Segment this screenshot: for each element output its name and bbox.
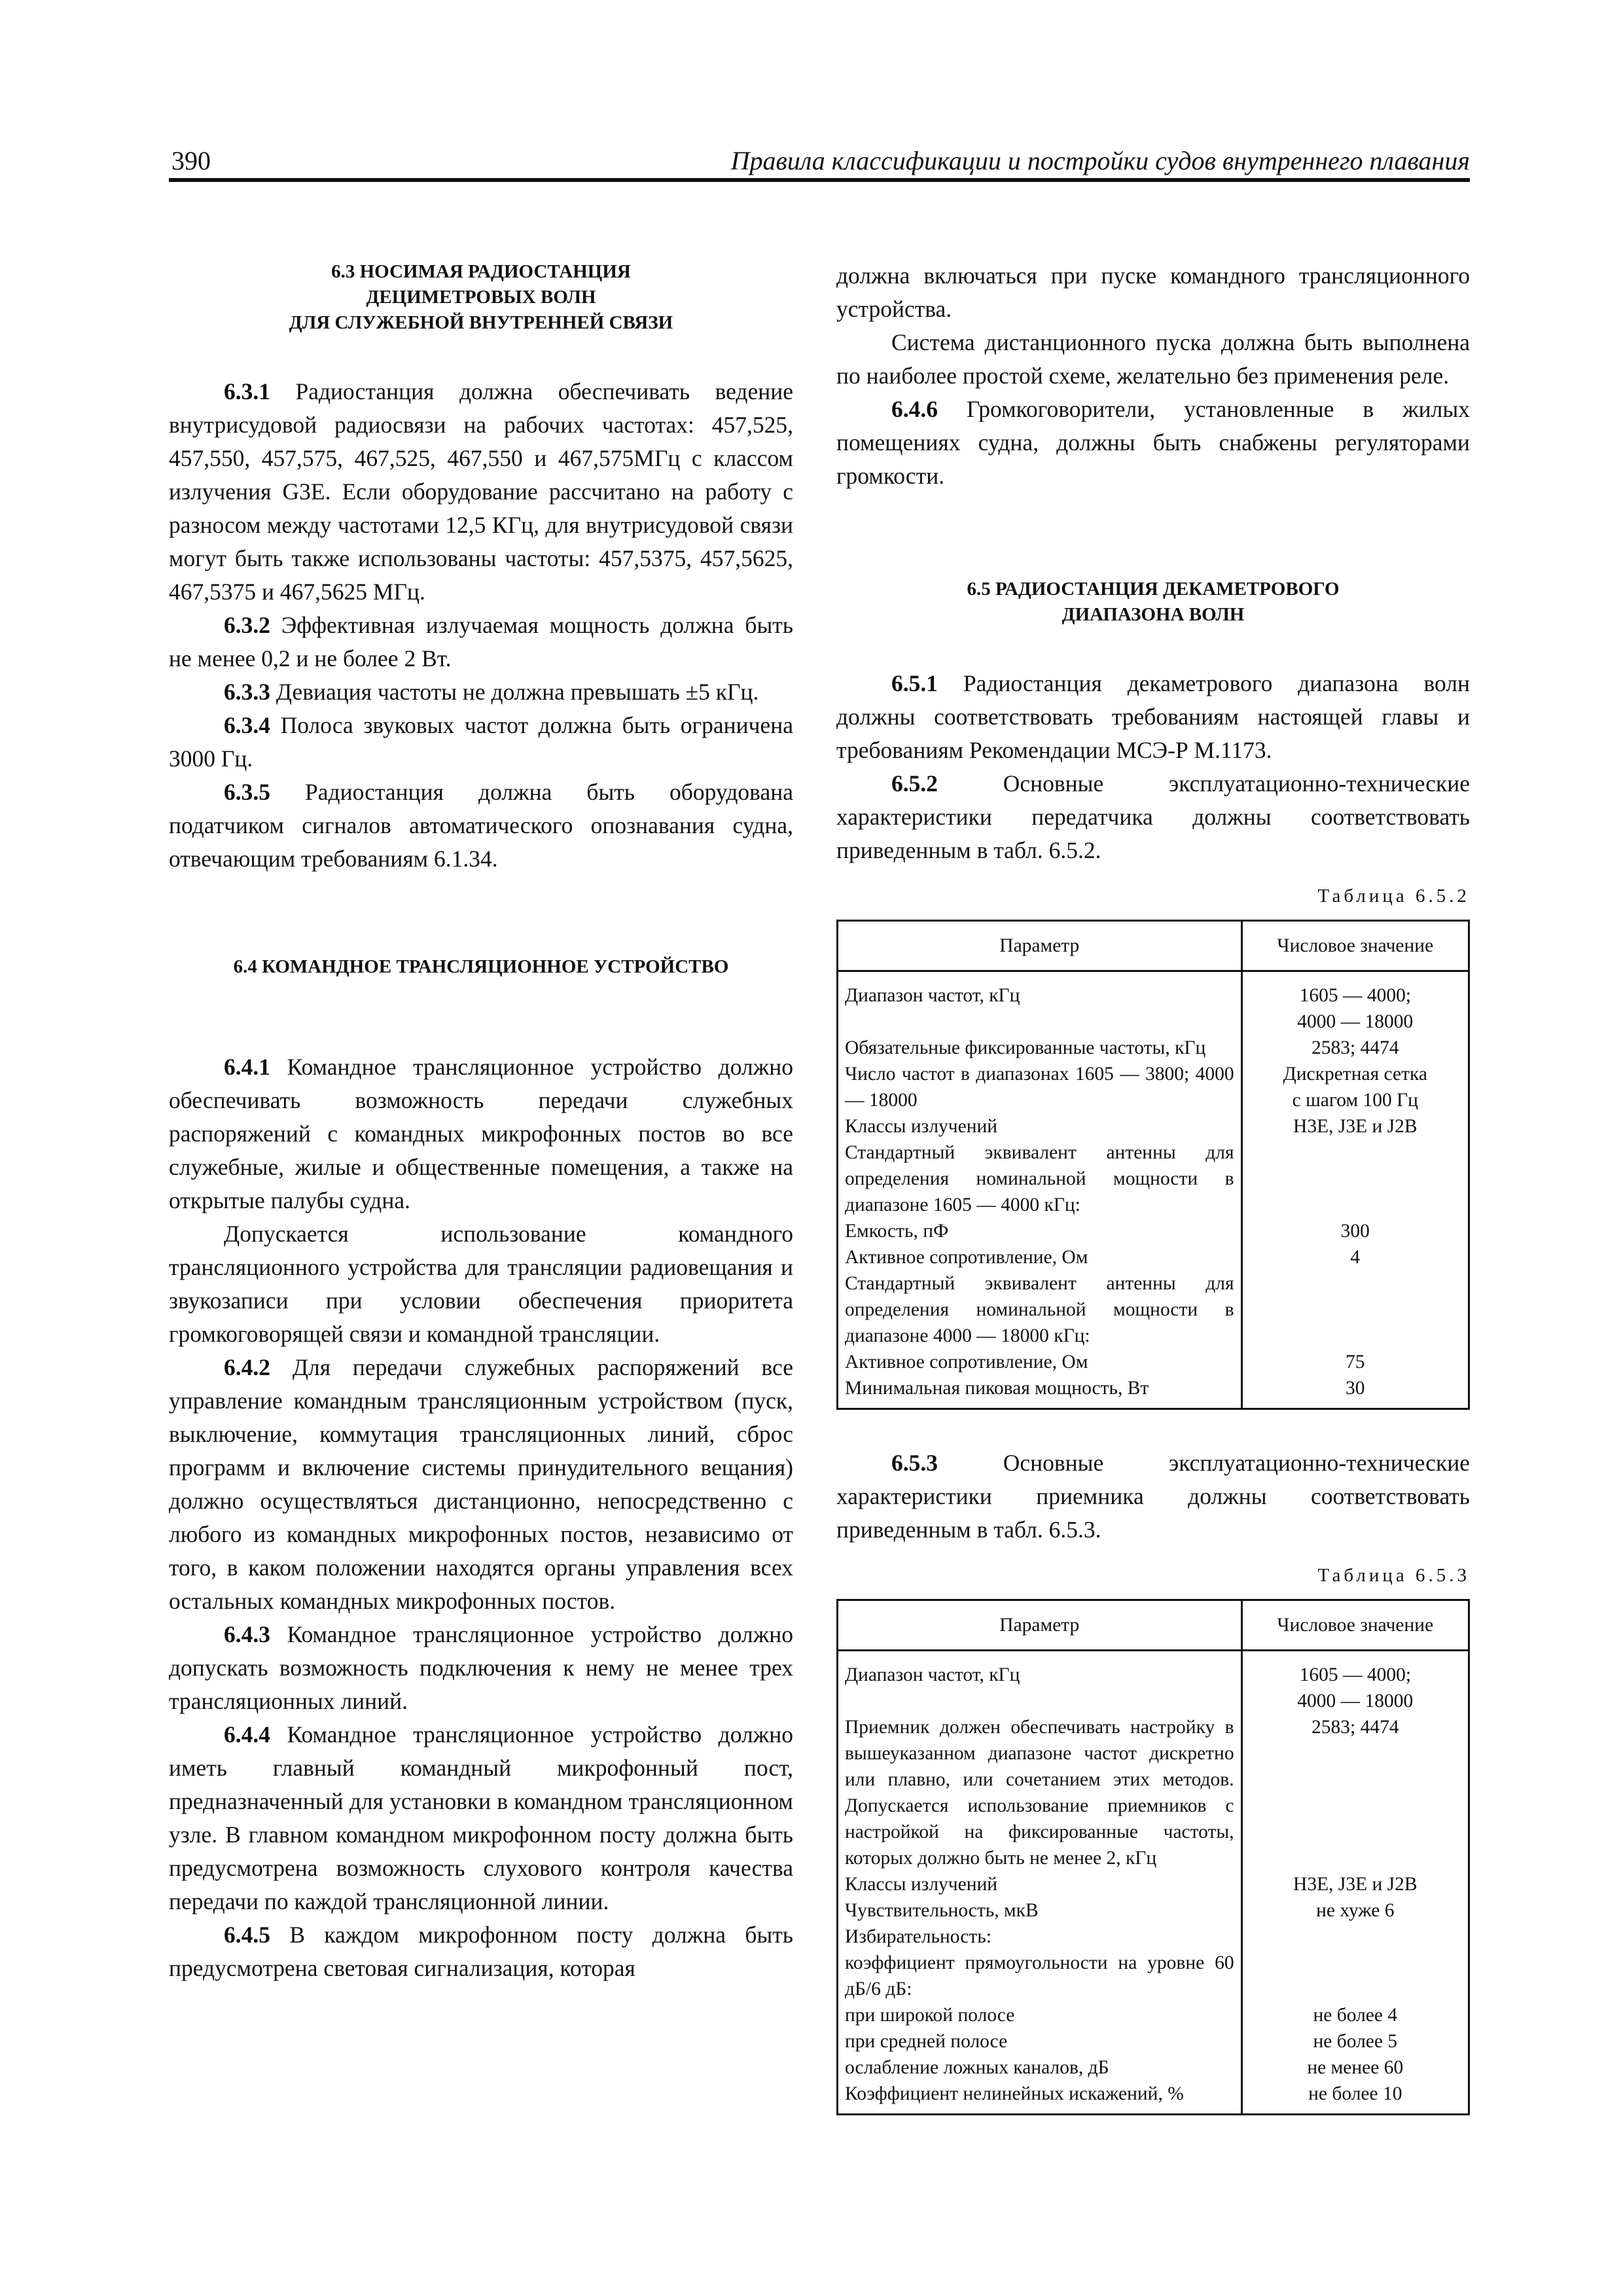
table-row (838, 1897, 1469, 1924)
parameter-cell: Диапазон частот, кГц (845, 985, 1020, 1006)
value-cell: не более 4 (1241, 2002, 1469, 2028)
paragraph-6-5-1: 6.5.1 Радиостанция декаметрового диапазона волн должны соответствовать требованиям настоящей главы и требованиям Рекомендации МСЭ-Р М.1173. (836, 670, 1470, 763)
value-cell: 75 (1241, 1349, 1469, 1375)
value-cell (1241, 1139, 1469, 1218)
table-6-5-2 (836, 920, 1470, 1410)
value-cell: 2583; 4474 (1241, 1035, 1469, 1061)
parameter-cell: при средней полосе (845, 2031, 1008, 2052)
table-6-5-2-body (838, 971, 1469, 1409)
parameter-cell: Чувствительность, мкВ (845, 1900, 1039, 1921)
parameter-cell: Диапазон частот, кГц (845, 1664, 1020, 1685)
parameter-cell: Классы излучений (845, 1874, 998, 1895)
table-header-row (838, 921, 1469, 971)
section-6-3-title: 6.3 НОСИМАЯ РАДИОСТАНЦИЯ ДЕЦИМЕТРОВЫХ ВОЛН ДЛЯ СЛУЖЕБНОЙ ВНУТРЕННЕЙ СВЯЗИ (289, 261, 673, 333)
parameter-cell: Минимальная пиковая мощность, Вт (845, 1378, 1149, 1399)
paragraph-6-3-3: 6.3.3 Девиация частоты не должна превышать ±5 кГц. (224, 679, 759, 705)
table-row (838, 1375, 1469, 1409)
column-header-parameter: Параметр (838, 921, 1242, 971)
value-cell: 4 (1241, 1244, 1469, 1270)
value-cell (1241, 1950, 1469, 2002)
parameter-cell: при широкой полосе (845, 2005, 1015, 2026)
paragraph-6-4-1b: Допускается использование командного трансляционного устройства для трансляции радиовещания и звукозаписи при условии обеспечения приоритета громкоговорящей связи и командной трансляции. (169, 1221, 793, 1347)
table-6-5-3 (836, 1599, 1470, 2115)
table-row (838, 971, 1469, 1035)
table-row (838, 1244, 1469, 1270)
paragraph-6-4-5-continued: должна включаться при пуске командного трансляционного устройства. (836, 262, 1470, 322)
paragraph-6-4-3: 6.4.3 Командное трансляционное устройство должно допускать возможность подключения к нему не менее трех трансляционных линий. (169, 1621, 793, 1714)
parameter-cell: Активное сопротивление, Ом (845, 1352, 1088, 1372)
parameter-cell: Стандартный эквивалент антенны для определения номинальной мощности в диапазоне 1605 — 4000 кГц: (845, 1142, 1234, 1215)
table-6-5-3-body (838, 1651, 1469, 2115)
table-row (838, 1270, 1469, 1349)
table-header-row (838, 1600, 1469, 1651)
parameter-cell: Активное сопротивление, Ом (845, 1247, 1088, 1268)
parameter-cell: Обязательные фиксированные частоты, кГц (845, 1037, 1206, 1058)
table-row (838, 1714, 1469, 1871)
table-row (838, 1139, 1469, 1218)
parameter-cell: Избирательность: (845, 1926, 991, 1947)
value-cell: 1605 — 4000; 4000 — 18000 (1241, 1651, 1469, 1715)
paragraph-6-4-5b: Система дистанционного пуска должна быть выполнена по наиболее простой схеме, желательно без применения реле. (836, 329, 1470, 389)
table-row (838, 1924, 1469, 1950)
paragraph-6-3-5: 6.3.5 Радиостанция должна быть оборудована податчиком сигналов автоматического опознавания судна, отвечающим требованиям 6.1.34. (169, 779, 793, 872)
value-cell: не более 5 (1241, 2028, 1469, 2054)
table-row (838, 1871, 1469, 1897)
table-row (838, 1061, 1469, 1113)
parameter-cell: Приемник должен обеспечивать настройку в вышеуказанном диапазоне частот дискретно или плавно, или сочетанием этих методов. Допускается использование приемников с настройкой на фиксированные частоты, которых должно быть не менее 2, кГц (845, 1717, 1234, 1869)
value-cell: 1605 — 4000; 4000 — 18000 (1241, 971, 1469, 1035)
left-column (169, 259, 793, 1985)
paragraph-6-3-1: 6.3.1 Радиостанция должна обеспечивать ведение внутрисудовой радиосвязи на рабочих частотах: 457,525, 457,550, 457,575, 467,525, 467,550 и 467,575МГц с классом излучения G3E. Если оборудование рассчитано на работу с разносом между частотами 12,5 КГц, для внутрисудовой связи могут быть также использованы частоты: 457,5375, 457,5625, 467,5375 и 467,5625 МГц. (169, 378, 793, 605)
value-cell: H3E, J3E и J2B (1241, 1113, 1469, 1139)
table-row (838, 2002, 1469, 2028)
table-row (838, 2054, 1469, 2081)
column-header-value: Числовое значение (1241, 921, 1469, 971)
value-cell: 300 (1241, 1218, 1469, 1244)
paragraph-6-5-2: 6.5.2 Основные эксплуатационно-технические характеристики передатчика должны соответствовать приведенным в табл. 6.5.2. (836, 770, 1470, 863)
parameter-cell: Число частот в диапазонах 1605 — 3800; 4000 — 18000 (845, 1064, 1234, 1111)
value-cell: H3E, J3E и J2B (1241, 1871, 1469, 1897)
paragraph-6-4-6: 6.4.6 Громкоговорители, установленные в жилых помещениях судна, должны быть снабжены регуляторами громкости. (836, 396, 1470, 489)
table-row (838, 1218, 1469, 1244)
table-row (838, 1113, 1469, 1139)
parameter-cell: Емкость, пФ (845, 1221, 949, 1242)
table-6-5-2-caption: Таблица 6.5.2 (1317, 886, 1470, 906)
value-cell: не более 10 (1241, 2081, 1469, 2115)
value-cell: Дискретная сетка с шагом 100 Гц (1241, 1061, 1469, 1113)
paragraph-6-4-4: 6.4.4 Командное трансляционное устройство должно иметь главный командный микрофонный пост, предназначенный для установки в командном трансляционном узле. В главном командном микрофонном посту должна быть предусмотрена возможность слухового контроля качества передачи по каждой трансляционной линии. (169, 1721, 793, 1914)
right-column (836, 259, 1470, 2115)
parameter-cell: Коэффициент нелинейных искажений, % (845, 2083, 1184, 2104)
section-6-4-title: 6.4 КОМАНДНОЕ ТРАНСЛЯЦИОННОЕ УСТРОЙСТВО (233, 956, 729, 977)
parameter-cell: коэффициент прямоугольности на уровне 60 дБ/6 дБ: (845, 1952, 1234, 2000)
table-6-5-3-caption: Таблица 6.5.3 (1317, 1565, 1470, 1586)
paragraph-6-3-4: 6.3.4 Полоса звуковых частот должна быть ограничена 3000 Гц. (169, 712, 793, 772)
column-header-value: Числовое значение (1241, 1600, 1469, 1651)
table-row (838, 2081, 1469, 2115)
paragraph-6-3-2: 6.3.2 Эффективная излучаемая мощность должна быть не менее 0,2 и не более 2 Вт. (169, 612, 793, 672)
value-cell: 30 (1241, 1375, 1469, 1409)
value-cell: не менее 60 (1241, 2054, 1469, 2081)
table-row (838, 1035, 1469, 1061)
value-cell: 2583; 4474 (1241, 1714, 1469, 1871)
running-header (169, 145, 1470, 182)
page-number: 390 (171, 146, 211, 175)
column-header-parameter: Параметр (838, 1600, 1242, 1651)
value-cell: не хуже 6 (1241, 1897, 1469, 1924)
paragraph-6-4-5: 6.4.5 В каждом микрофонном посту должна быть предусмотрена световая сигнализация, которая (169, 1922, 793, 1981)
parameter-cell: ослабление ложных каналов, дБ (845, 2057, 1109, 2078)
value-cell (1241, 1924, 1469, 1950)
paragraph-6-4-1: 6.4.1 Командное трансляционное устройство должно обеспечивать возможность передачи служебных распоряжений с командных микрофонных постов во все служебные, жилые и общественные помещения, а также на открытые палубы судна. (169, 1054, 793, 1213)
paragraph-6-4-2: 6.4.2 Для передачи служебных распоряжений все управление командным трансляционным устройством (пуск, выключение, коммутация трансляционных линий, сброс программ и включение системы принудительного вещания) должно осуществляться дистанционно, непосредственно с любого из командных микрофонных постов, независимо от того, в каком положении находятся органы управления всех остальных командных микрофонных постов. (169, 1354, 793, 1614)
table-row (838, 1349, 1469, 1375)
table-row (838, 1950, 1469, 2002)
table-row (838, 2028, 1469, 2054)
value-cell (1241, 1270, 1469, 1349)
running-title: Правила классификации и постройки судов внутреннего плавания (730, 146, 1470, 175)
parameter-cell: Стандартный эквивалент антенны для определения номинальной мощности в диапазоне 4000 — 18000 кГц: (845, 1273, 1234, 1346)
section-6-5-title: 6.5 РАДИОСТАНЦИЯ ДЕКАМЕТРОВОГО ДИАПАЗОНА ВОЛН (967, 579, 1340, 625)
paragraph-6-5-3: 6.5.3 Основные эксплуатационно-технические характеристики приемника должны соответствовать приведенным в табл. 6.5.3. (836, 1450, 1470, 1543)
table-row (838, 1651, 1469, 1715)
parameter-cell: Классы излучений (845, 1116, 998, 1137)
